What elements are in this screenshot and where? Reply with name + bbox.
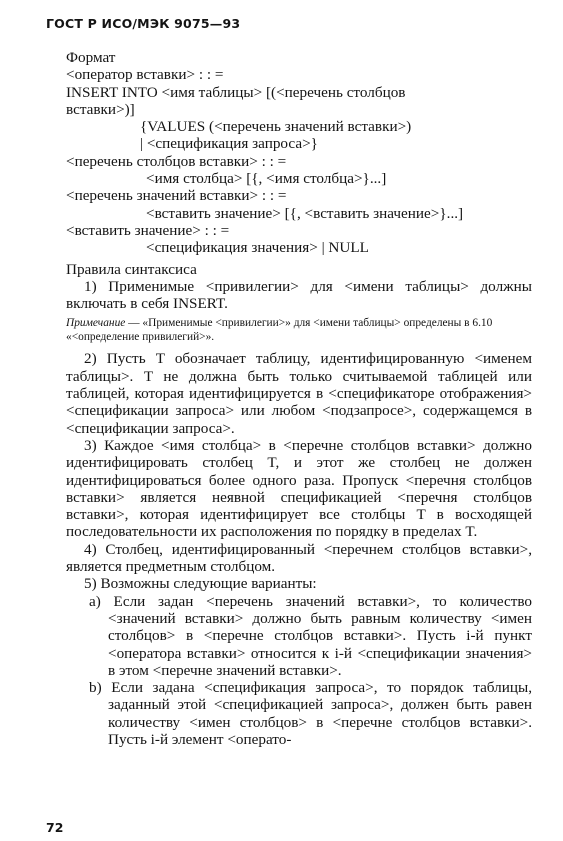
format-line: <вставить значение> [{, <вставить значение>}...] [146, 204, 464, 222]
page-header: ГОСТ Р ИСО/МЭК 9075—93 [46, 16, 241, 31]
note-label: Примечание [66, 317, 126, 330]
format-line: INSERT INTO <имя таблицы> [(<перечень столбцов [66, 83, 406, 101]
note-text: — «Применимые <привилегии>» для <имени таблицы> определены в 6.10 «<определение привилегий>». [66, 317, 493, 344]
format-line: вставки>)] [66, 100, 135, 118]
format-heading: Формат [66, 49, 116, 66]
format-line: <перечень значений вставки> : : = [66, 187, 287, 205]
format-line: <перечень столбцов вставки> : : = [66, 152, 287, 170]
format-line: <оператор вставки> : : = [66, 66, 224, 84]
rule-2: 2) Пусть T обозначает таблицу, идентифицированную <именем таблицы>. T не должна быть только считываемой таблицей или таблицей, которая идентифицируется в <спецификаторе отображения> <спецификации запроса> или любом <подзапросе>, содержащемся в <спецификации запроса>. [66, 350, 532, 437]
rule-4: 4) Столбец, идентифицированный <перечнем столбцов вставки>, является предметным столбцом. [66, 540, 532, 576]
format-line: <вставить значение> : : = [66, 221, 230, 239]
rule-5a: a) Если задан <перечень значений вставки>, то количество <значений вставки> должно быть равным количеству <имен столбцов> в <перечне столбцов вставки>. Пусть i-й пункт <оператора вставки> относится к i-й <спецификации значения> в этом <перечне значений вставки>. [89, 592, 532, 679]
format-line: {VALUES (<перечень значений вставки>) [140, 118, 412, 136]
format-line: | <спецификация запроса>} [140, 135, 318, 153]
rule-5: 5) Возможны следующие варианты: [84, 575, 317, 593]
page-body [66, 49, 532, 748]
rule-1: 1) Применимые <привилегии> для <имени таблицы> должны включать в себя INSERT. [66, 277, 532, 313]
rule-3: 3) Каждое <имя столбца> в <перечне столбцов вставки> должно идентифицировать столбец T, и этот же столбец не должен идентифицироваться более одного раза. Пропуск <перечня столбцов вставки> является неявной спецификацией <перечня столбцов вставки>, которая идентифицирует все столбцы T в восходящей последовательности их расположения по порядку в пределах T. [66, 436, 532, 541]
format-line: <имя столбца> [{, <имя столбца>}...] [146, 170, 387, 188]
note [66, 316, 532, 344]
rule-5b: b) Если задана <спецификация запроса>, то порядок таблицы, заданный этой <спецификацией запроса>, должен быть равен количеству <имен столбцов> в <перечне столбцов вставки>. Пусть i-й элемент <операто- [89, 679, 532, 748]
rules-heading: Правила синтаксиса [66, 260, 197, 278]
format-line: <спецификация значения> | NULL [146, 239, 369, 257]
page-number: 72 [46, 820, 64, 835]
